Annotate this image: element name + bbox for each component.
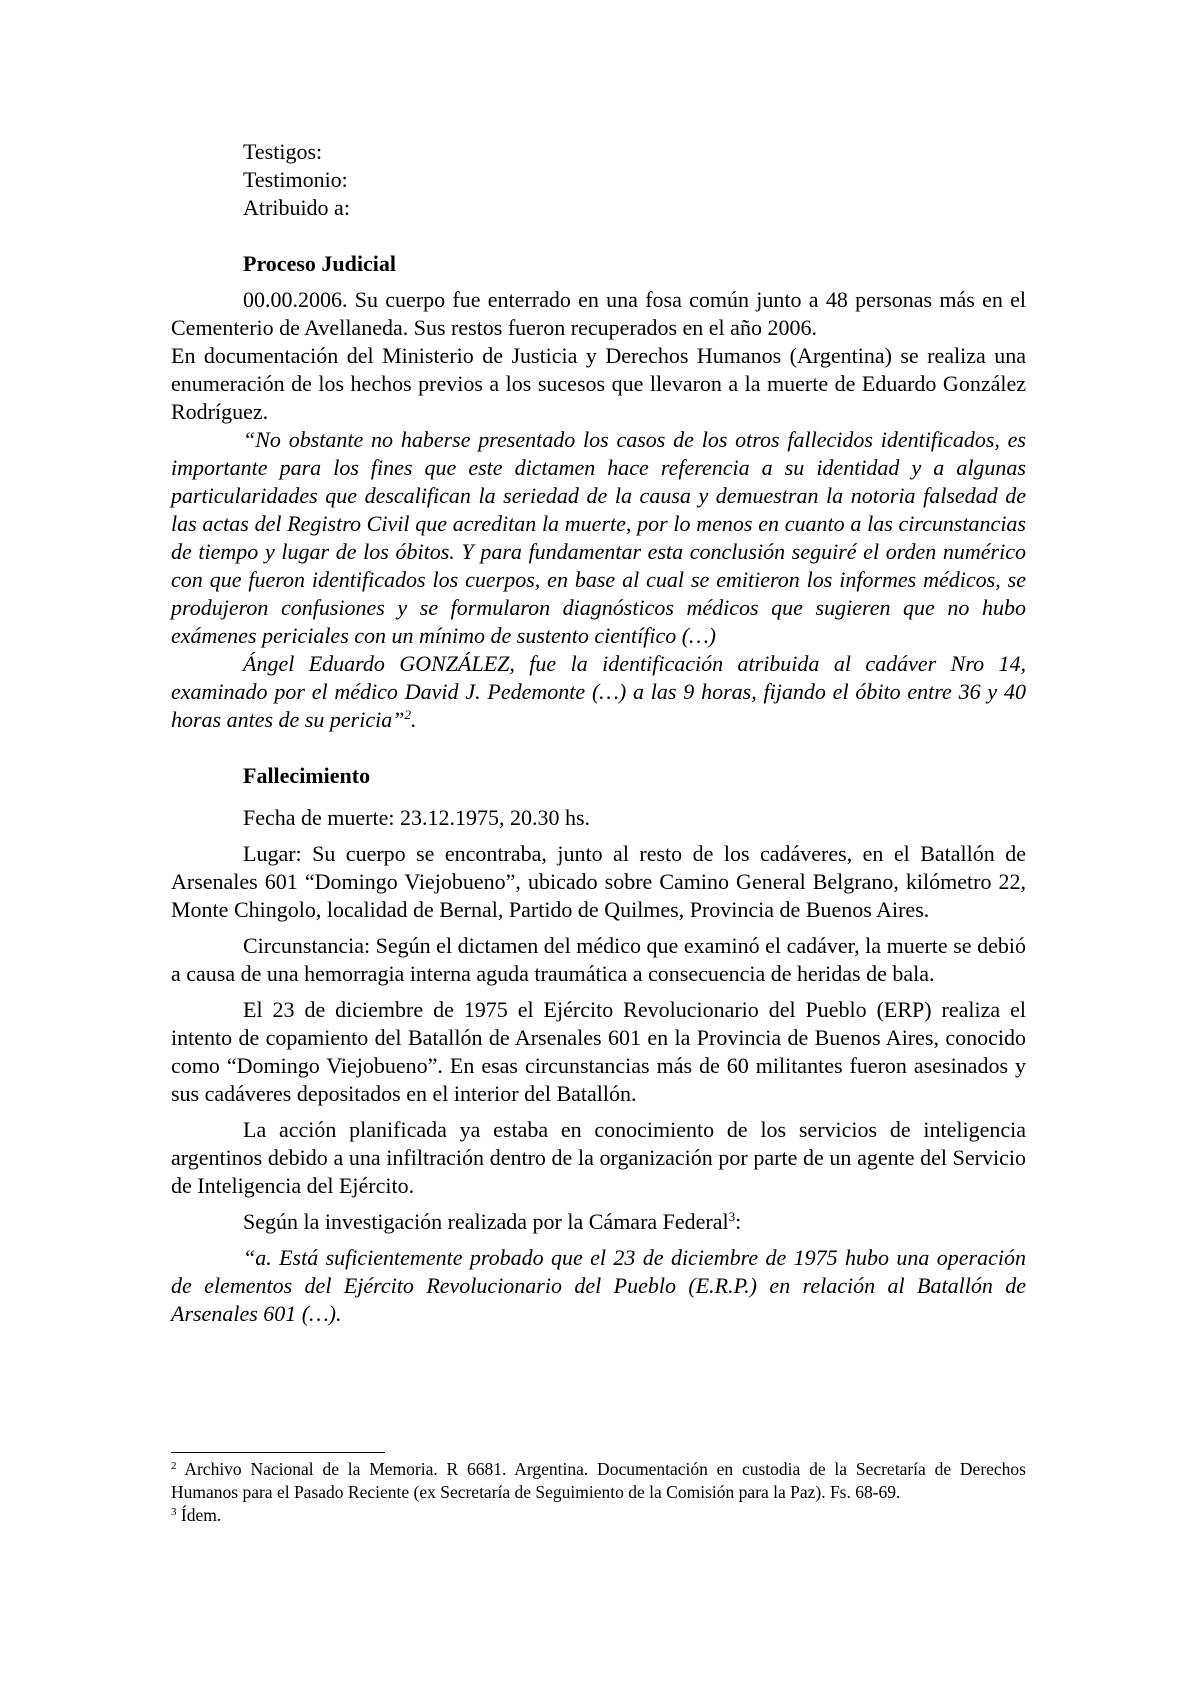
paragraph-camara [171,1208,1026,1236]
quote-camara: “a. Está suficientemente probado que el 23 de diciembre de 1975 hubo una operación de elementos del Ejército Revolucionario del Pueblo (E.R.P.) en relación al Batallón de Arsenales 601 (…). [171,1245,1026,1326]
paragraph-accion: La acción planificada ya estaba en conocimiento de los servicios de inteligencia argentinos debido a una infiltración dentro de la organización por parte de un agente del Servicio de Inteligencia del Ejército. [171,1117,1026,1198]
footnote-separator [171,1452,385,1453]
section-heading-proceso: Proceso Judicial [243,251,396,276]
footnote-ref-3: 3 [728,1209,736,1224]
footnotes [171,1458,1026,1527]
section-heading-fallecimiento: Fallecimiento [243,763,371,788]
paragraph-camara-end: : [735,1209,742,1234]
quote-identificacion-text: Ángel Eduardo GONZÁLEZ, fue la identificación atribuida al cadáver Nro 14, examinado por el médico David J. Pedemonte (…) a las 9 horas, fijando el óbito entre 36 y 40 horas antes de su pericia” [171,651,1026,732]
footnote-text: Archivo Nacional de la Memoria. R 6681. Argentina. Documentación en custodia de la Secretaría de Derechos Humanos para el Pasado Reciente (ex Secretaría de Seguimiento de la Comisión para la Paz). Fs. 68-69. [171,1459,1026,1502]
footnote-number: 3 [171,1506,177,1518]
footnote-number: 2 [171,1460,177,1472]
field-testigos: Testigos: [243,139,323,164]
footnote-text: Ídem. [176,1505,222,1525]
paragraph-camara-text: Según la investigación realizada por la Cámara Federal [243,1209,729,1234]
paragraph-erp: El 23 de diciembre de 1975 el Ejército Revolucionario del Pueblo (ERP) realiza el intento de copamiento del Batallón de Arsenales 601 en la Provincia de Buenos Aires, conocido como “Domingo Viejobueno”. En esas circunstancias más de 60 militantes fueron asesinados y sus cadáveres depositados en el interior del Batallón. [171,997,1026,1106]
paragraph-documentacion: En documentación del Ministerio de Justicia y Derechos Humanos (Argentina) se realiza una enumeración de los hechos previos a los sucesos que llevaron a la muerte de Eduardo González Rodríguez. [171,343,1026,424]
paragraph-lugar: Lugar: Su cuerpo se encontraba, junto al resto de los cadáveres, en el Batallón de Arsenales 601 “Domingo Viejobueno”, ubicado sobre Camino General Belgrano, kilómetro 22, Monte Chingolo, localidad de Bernal, Partido de Quilmes, Provincia de Buenos Aires. [171,841,1026,922]
footnote-3 [171,1504,1026,1527]
field-testimonio: Testimonio: [243,167,348,192]
footnote-ref-2: 2 [404,707,411,722]
quote-identificacion [171,650,1026,734]
quote-dictamen: “No obstante no haberse presentado los casos de los otros fallecidos identificados, es importante para los fines que este dictamen hace referencia a su identidad y a algunas particularidades que descalifican la seriedad de la causa y demuestran la notoria falsedad de las actas del Registro Civil que acreditan la muerte, por lo menos en cuanto a las circunstancias de tiempo y lugar de los óbitos. Y para fundamentar esta conclusión seguiré el orden numérico con que fueron identificados los cuerpos, en base al cual se emitieron los informes médicos, se produjeron confusiones y se formularon diagnósticos médicos que sugieren que no hubo exámenes periciales con un mínimo de sustento científico (…) [171,427,1026,648]
quote-identificacion-end: . [410,707,417,732]
paragraph-circunstancia: Circunstancia: Según el dictamen del médico que examinó el cadáver, la muerte se debió a causa de una hemorragia interna aguda traumática a consecuencia de heridas de bala. [171,933,1026,986]
field-atribuido: Atribuido a: [243,195,350,220]
paragraph-fosa: 00.00.2006. Su cuerpo fue enterrado en una fosa común junto a 48 personas más en el Cementerio de Avellaneda. Sus restos fueron recuperados en el año 2006. [171,287,1026,340]
paragraph-fecha: Fecha de muerte: 23.12.1975, 20.30 hs. [243,805,591,830]
document-body [171,138,1026,1328]
footnote-2 [171,1458,1026,1504]
